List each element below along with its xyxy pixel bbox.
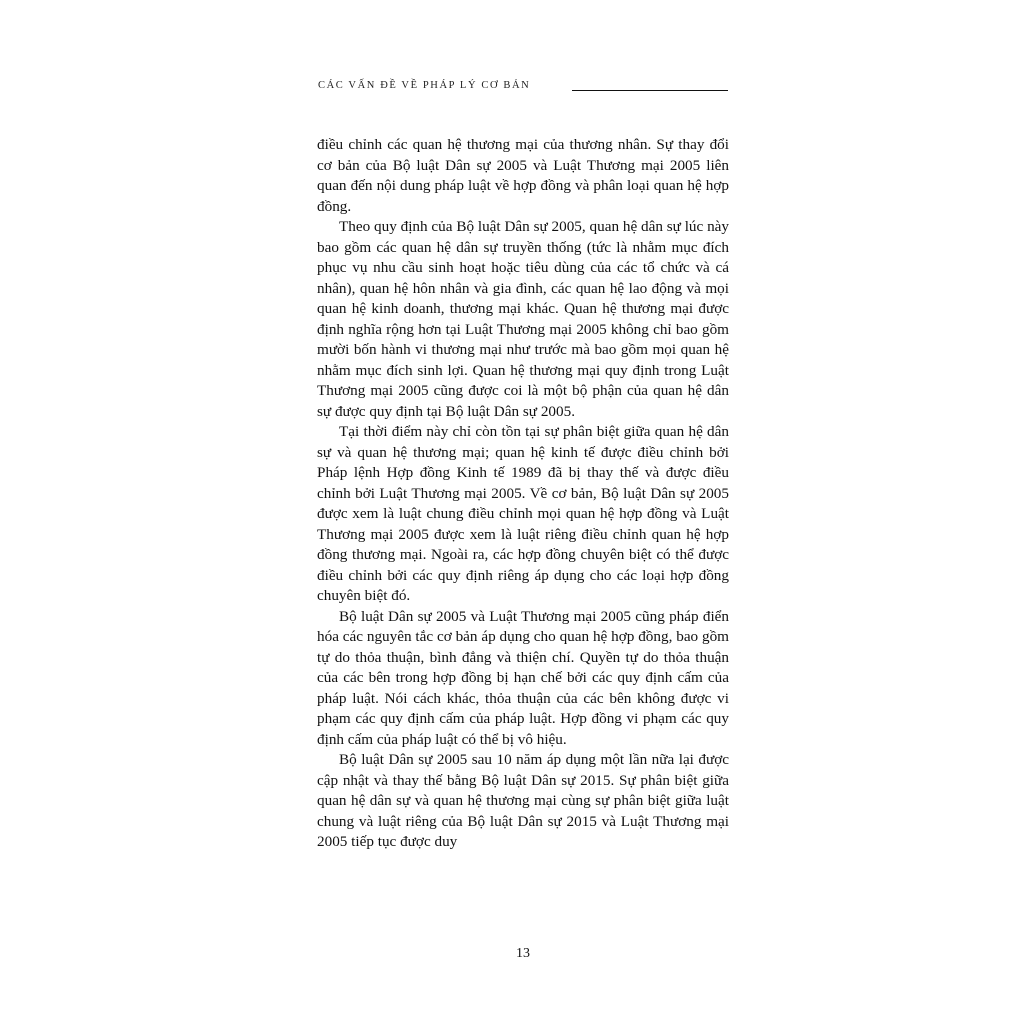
running-header — [318, 80, 728, 100]
header-rule — [572, 90, 728, 91]
paragraph: Theo quy định của Bộ luật Dân sự 2005, quan hệ dân sự lúc này bao gồm các quan hệ dân sự truyền thống (tức là nhằm mục đích phục vụ nhu cầu sinh hoạt hoặc tiêu dùng của các tổ chức và cá nhân), quan hệ hôn nhân và gia đình, các quan hệ lao động và mọi quan hệ kinh doanh, thương mại khác. Quan hệ thương mại được định nghĩa rộng hơn tại Luật Thương mại 2005 không chỉ bao gồm mười bốn hành vi thương mại như trước mà bao gồm mọi quan hệ nhằm mục đích sinh lợi. Quan hệ thương mại quy định trong Luật Thương mại 2005 cũng được coi là một bộ phận của quan hệ dân sự được quy định tại Bộ luật Dân sự 2005. — [317, 218, 729, 420]
paragraph: Tại thời điểm này chỉ còn tồn tại sự phân biệt giữa quan hệ dân sự và quan hệ thương mại; quan hệ kinh tế được điều chỉnh bởi Pháp lệnh Hợp đồng Kinh tế 1989 đã bị thay thế và được điều chỉnh bởi Luật Thương mại 2005. Về cơ bản, Bộ luật Dân sự 2005 được xem là luật chung điều chỉnh mọi quan hệ hợp đồng và Luật Thương mại 2005 được xem là luật riêng điều chỉnh quan hệ hợp đồng thương mại. Ngoài ra, các hợp đồng chuyên biệt có thể được điều chỉnh bởi các quy định riêng áp dụng cho các loại hợp đồng chuyên biệt đó. — [317, 423, 729, 604]
page-number: 13 — [516, 946, 530, 961]
paragraph: Bộ luật Dân sự 2005 và Luật Thương mại 2005 cũng pháp điển hóa các nguyên tắc cơ bản áp dụng cho quan hệ hợp đồng, bao gồm tự do thỏa thuận, bình đẳng và thiện chí. Quyền tự do thỏa thuận của các bên trong hợp đồng bị hạn chế bởi các quy định cấm của pháp luật. Nói cách khác, thỏa thuận của các bên không được vi phạm các quy định cấm của pháp luật. Hợp đồng vi phạm các quy định cấm của pháp luật có thể bị vô hiệu. — [317, 607, 729, 748]
running-header-title: CÁC VẤN ĐỀ VỀ PHÁP LÝ CƠ BẢN — [318, 80, 531, 91]
paragraph: Bộ luật Dân sự 2005 sau 10 năm áp dụng một lần nữa lại được cập nhật và thay thế bằng Bộ luật Dân sự 2015. Sự phân biệt giữa quan hệ dân sự và quan hệ thương mại cùng sự phân biệt giữa luật chung và luật riêng của Bộ luật Dân sự 2015 và Luật Thương mại 2005 tiếp tục được duy — [317, 751, 729, 850]
paragraph-continuation: điều chỉnh các quan hệ thương mại của thương nhân. Sự thay đổi cơ bản của Bộ luật Dân sự 2005 và Luật Thương mại 2005 liên quan đến nội dung pháp luật về hợp đồng và phân loại quan hệ hợp đồng. — [317, 136, 729, 215]
body-text — [317, 135, 729, 853]
